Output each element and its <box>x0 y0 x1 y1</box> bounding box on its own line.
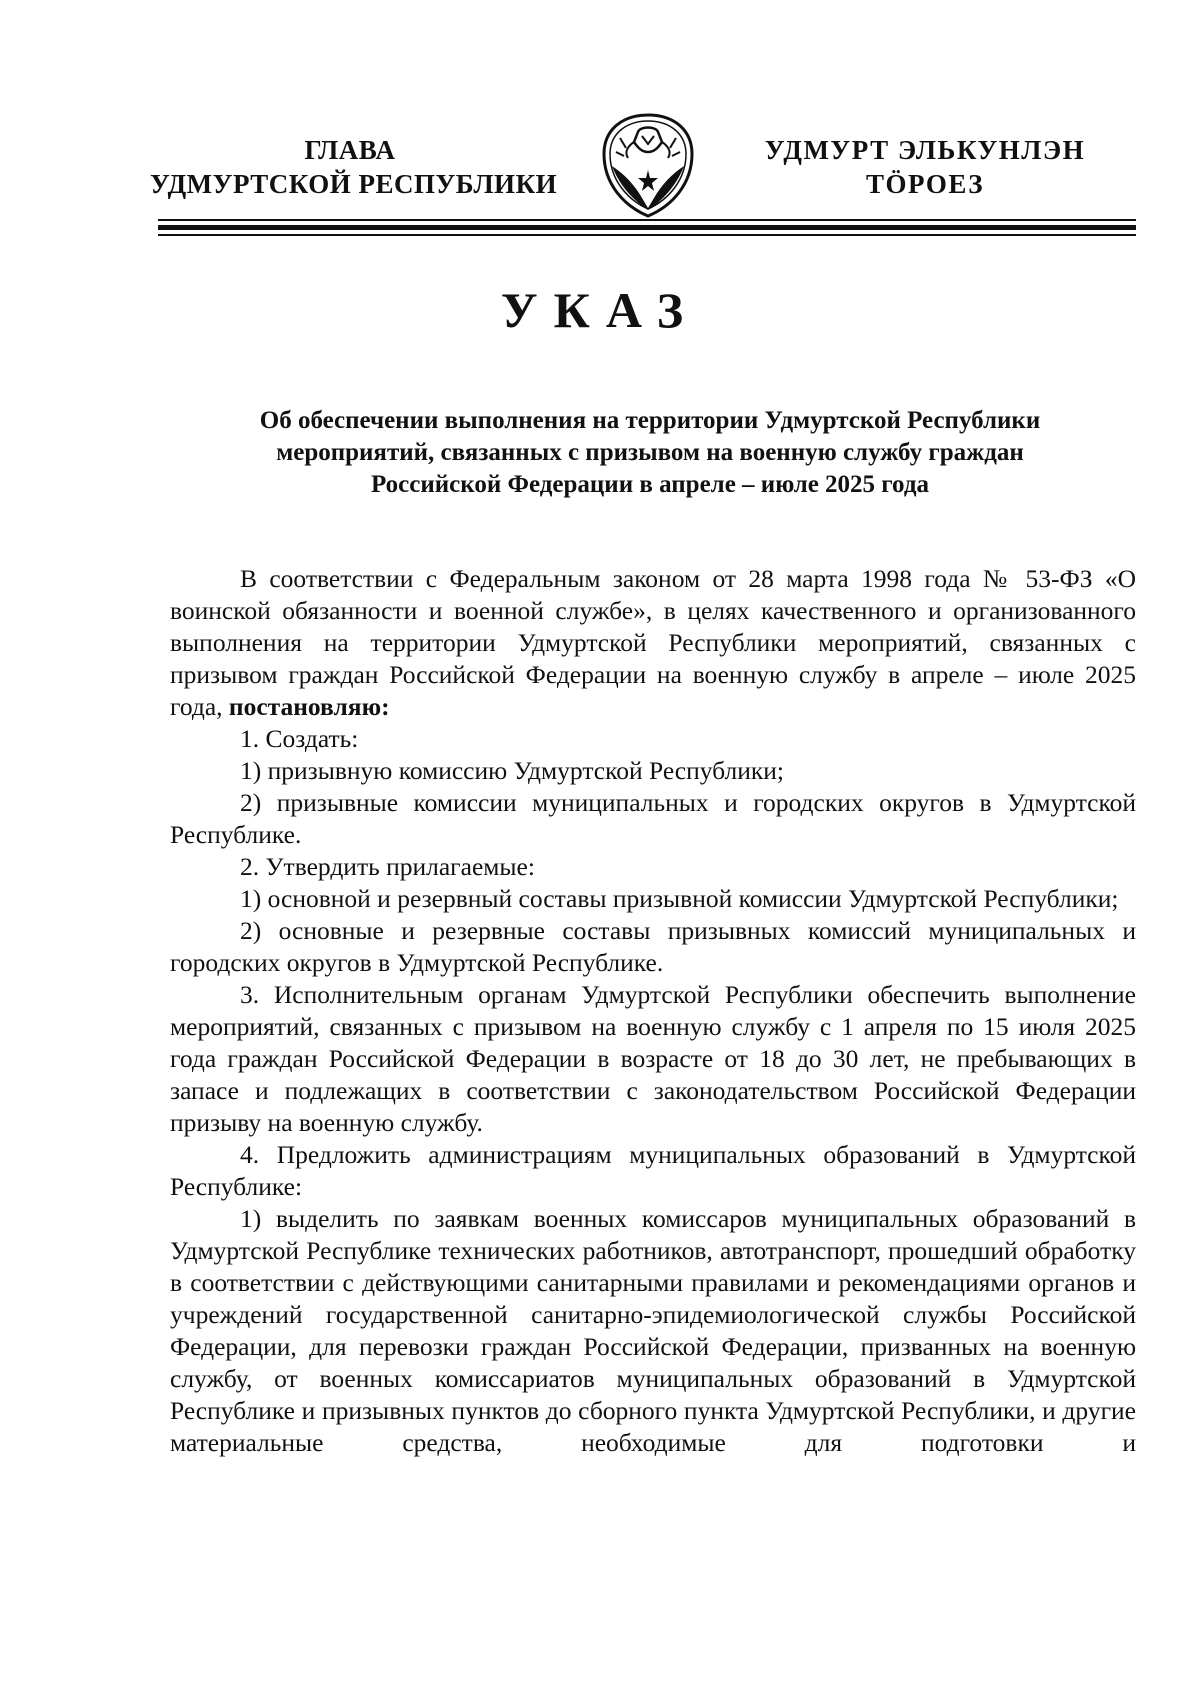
clause-4-item-1: 1) выделить по заявкам военных комиссаров муниципальных образований в Удмуртской Республике технических работников, автотранспорт, прошедший обработку в соответствии с действующими санитарными правилами и рекомендациями органов и учреждений государственной санитарно-эпидемиологической службы Российской Федерации, для перевозки граждан Российской Федерации, призванных на военную службу, от военных комиссариатов муниципальных образований в Удмуртской Республике и призывных пунктов до сборного пункта Удмуртской Республики, и другие материальные средства, необходимые для подготовки и <box>170 1204 1136 1457</box>
clause-1-item-1: 1) призывную комиссию Удмуртской Республики; <box>240 756 784 785</box>
header-left-line1: ГЛАВА <box>304 135 396 165</box>
clause-3: 3. Исполнительным органам Удмуртской Республики обеспечить выполнение мероприятий, связанных с призывом на военную службу с 1 апреля по 15 июля 2025 года граждан Российской Федерации в возрасте от 18 до 30 лет, не пребывающих в запасе и подлежащих в соответствии с законодательством Российской Федерации призыву на военную службу. <box>170 980 1136 1137</box>
subject-line: Российской Федерации в апреле – июле 2025 года <box>371 471 929 498</box>
clause-2-item-1: 1) основной и резервный составы призывной комиссии Удмуртской Республики; <box>240 884 1119 913</box>
clause-4: 4. Предложить администрациям муниципальных образований в Удмуртской Республике: <box>170 1140 1136 1201</box>
clause-2: 2. Утвердить прилагаемые: <box>240 852 535 881</box>
header-right-line2: ТÖРОЕЗ <box>866 169 984 199</box>
resolve-word: постановляю: <box>228 692 390 721</box>
header-right <box>760 133 1090 201</box>
clause-1: 1. Создать: <box>240 724 359 753</box>
document-subject <box>180 405 1120 501</box>
header-rule-middle <box>158 225 1136 230</box>
header-rule-top <box>158 219 1136 221</box>
header-right-line1: УДМУРТ ЭЛЬКУНЛЭН <box>764 135 1086 165</box>
header-left-line2: УДМУРТСКОЙ РЕСПУБЛИКИ <box>150 169 558 199</box>
preamble-paragraph <box>170 563 1136 723</box>
header-left <box>150 133 558 201</box>
coat-of-arms-icon <box>598 112 698 220</box>
preamble-text: В соответствии с Федеральным законом от 28 марта 1998 года № 53-ФЗ «О воинской обязанности и военной службе», в целях качественного и организованного выполнения на территории Удмуртской Республики мероприятий, связанных с призывом граждан Российской Федерации на военную службу в апреле – июле 2025 года, <box>170 564 1136 721</box>
clause-2-item-2: 2) основные и резервные составы призывных комиссий муниципальных и городских округов в Удмуртской Республике. <box>170 916 1136 977</box>
subject-line: Об обеспечении выполнения на территории Удмуртской Республики <box>259 407 1041 434</box>
subject-line: мероприятий, связанных с призывом на военную службу граждан <box>276 439 1024 466</box>
document-title: УКАЗ <box>500 282 700 338</box>
header-rule-bottom <box>158 234 1136 236</box>
document-body <box>170 563 1136 1459</box>
clause-1-item-2: 2) призывные комиссии муниципальных и городских округов в Удмуртской Республике. <box>170 788 1136 849</box>
